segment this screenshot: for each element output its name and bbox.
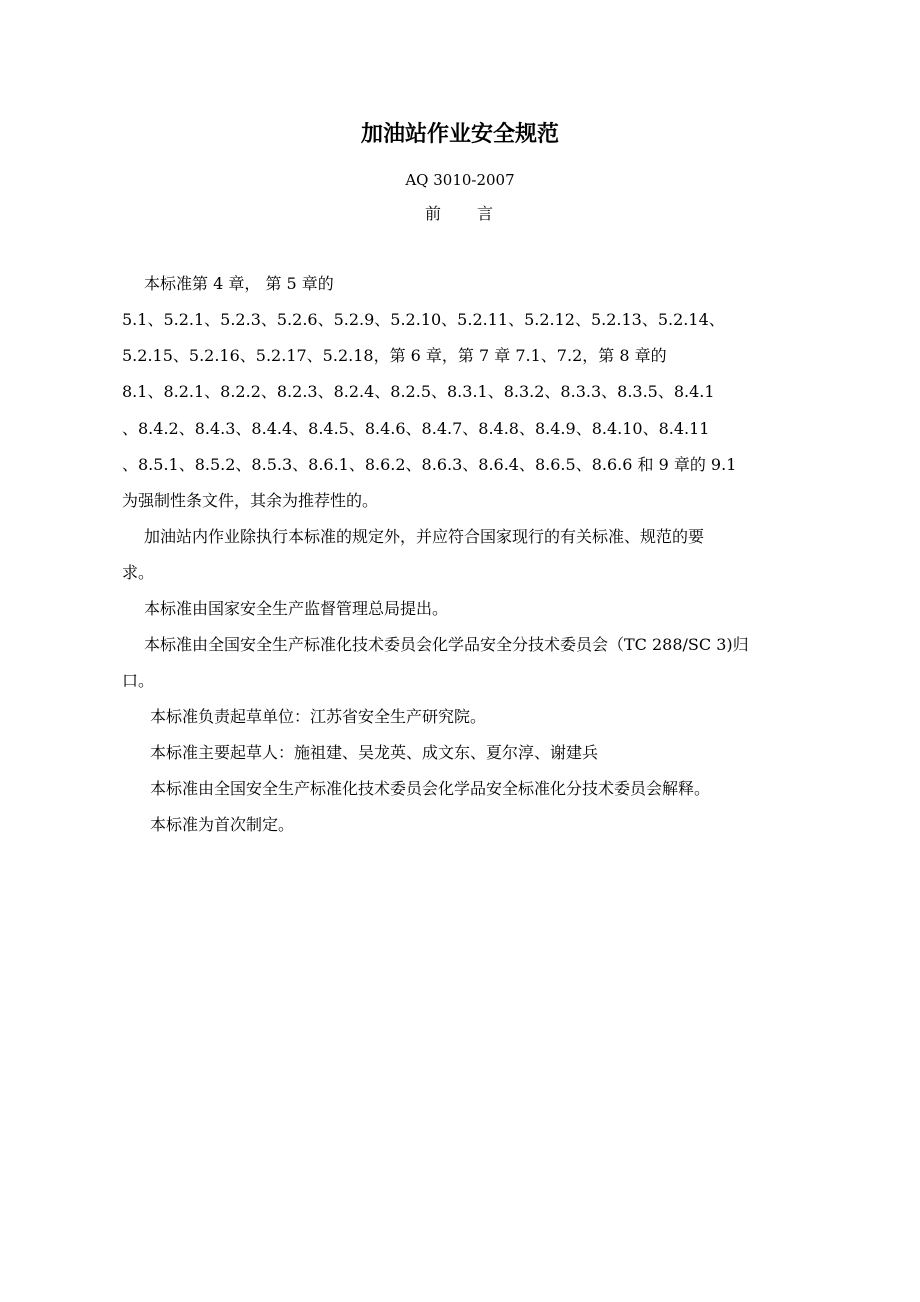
document-title: 加油站作业安全规范 — [360, 122, 559, 147]
standard-code: AQ 3010-2007 — [405, 171, 515, 189]
p8-line: 本标准为首次制定。 — [150, 815, 295, 834]
p1-line-4: 8.1、8.2.1、8.2.2、8.2.3、8.2.4、8.2.5、8.3.1、8.3.2、8.3.3、8.3.5、8.4.1 — [122, 382, 715, 401]
p1-line-3: 5.2.15、5.2.16、5.2.17、5.2.18，第 6 章，第 7 章 7.1、7.2，第 8 章的 — [122, 346, 667, 365]
foreword-char-2: 言 — [477, 204, 496, 223]
p1-line-1: 本标准第 4 章， 第 5 章的 — [144, 274, 334, 293]
foreword-heading — [0, 202, 920, 226]
p1-line-7: 为强制性条文件，其余为推荐性的。 — [122, 491, 379, 510]
p2-line-1: 加油站内作业除执行本标准的规定外，并应符合国家现行的有关标准、规范的要 — [144, 527, 705, 546]
p6-line: 本标准主要起草人：施祖建、吴龙英、成文东、夏尔淳、谢建兵 — [150, 743, 599, 762]
p7-line: 本标准由全国安全生产标准化技术委员会化学品安全标准化分技术委员会解释。 — [150, 779, 711, 798]
p1-line-5: 、8.4.2、8.4.3、8.4.4、8.4.5、8.4.6、8.4.7、8.4.8、8.4.9、8.4.10、8.4.11 — [122, 419, 710, 438]
p4-line-2: 口。 — [122, 671, 155, 690]
p1-line-2: 5.1、5.2.1、5.2.3、5.2.6、5.2.9、5.2.10、5.2.11、5.2.12、5.2.13、5.2.14、 — [122, 310, 725, 329]
p2-line-2: 求。 — [122, 563, 155, 582]
p5-line: 本标准负责起草单位：江苏省安全生产研究院。 — [150, 707, 487, 726]
foreword-char-1: 前 — [424, 204, 443, 223]
p1-line-6: 、8.5.1、8.5.2、8.5.3、8.6.1、8.6.2、8.6.3、8.6.4、8.6.5、8.6.6 和 9 章的 9.1 — [122, 455, 737, 474]
p3-line: 本标准由国家安全生产监督管理总局提出。 — [144, 599, 449, 618]
p4-line-1: 本标准由全国安全生产标准化技术委员会化学品安全分技术委员会（TC 288/SC 3)归 — [144, 635, 749, 654]
